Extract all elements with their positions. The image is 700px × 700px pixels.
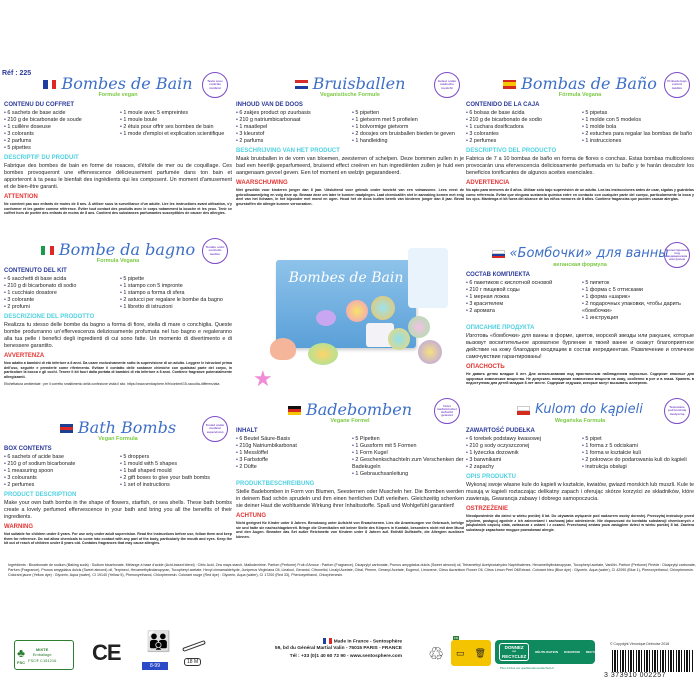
- warning-heading: WARNING: [4, 523, 33, 530]
- poland-flag-icon: [517, 406, 530, 415]
- list-item: • 1 cuchara dosificadora: [466, 124, 578, 131]
- list-item: • 1 instrucciones: [582, 138, 694, 145]
- warning-text: Не давать детям младше 8 лет. Для использования под пристальным наблюдением взрослых. Содержит опасные для здоровья химические вещества. Не допускать попадания химических веществ на кожу, особенно в рот и в глаза. Хранить в недоступном для детей младше 8 лет месте. Содержит отдушки, которые могут вызывать аллергию.: [466, 371, 694, 386]
- section-title-row: [4, 418, 232, 438]
- list-item: • 210 g of sodium bicarbonate: [4, 461, 116, 468]
- medical-test-badge: Протестировано под медицинским контролем: [664, 242, 690, 268]
- list-item: • 5 pipet: [582, 436, 694, 443]
- list-item: • 2 подарочных упаковки, чтобы дарить «бомбочки»: [582, 301, 694, 315]
- list-item: • 2 Geschenkschachteln zum Verschenken der Badekugeln: [352, 457, 464, 471]
- section-title-row: [466, 74, 694, 94]
- list-item: • 6 bolsas de base ácida: [466, 110, 578, 117]
- list-item: • 3 colorante: [4, 297, 116, 304]
- footer: [0, 600, 700, 700]
- list-item: • 1 molde con 5 modelos: [582, 117, 694, 124]
- section-title-row: [466, 244, 694, 264]
- list-item: • 210g Natriumbikarbonat: [236, 443, 348, 450]
- warning-heading: ОПАСНОСТЬ: [466, 363, 505, 370]
- list-item: • 2 estuches para regalar las bombas de baño: [582, 131, 694, 138]
- list-item: • 1 moule avec 5 empreintes: [120, 110, 232, 117]
- pao-label: 18 M: [184, 658, 201, 666]
- contact-info: Tél : +33 (0)1 40 60 72 90 - www.sentosphere.com: [289, 653, 402, 659]
- bin-icon: 🗑: [474, 647, 486, 658]
- warning-text: Not suitable for children under 8 years. For use only under adult supervision. Read the instructions before use, follow them and keep them for reference. Do not allow chemicals to come into contact with any part of the body, particularly the mouth and eyes. Keep the kit out of reach of children under 8 years old. Contains fragrances that may cause allergies.: [4, 531, 232, 546]
- section-polish: [466, 400, 694, 533]
- medical-test-badge: Tested under medical supervision: [202, 416, 228, 442]
- list-item: • 1 maatlepel: [236, 124, 348, 131]
- list-item: • 3 красителем: [466, 301, 578, 308]
- list-item: • 3 colorants: [4, 131, 116, 138]
- medical-test-badge: Testowane pod kontrolą medyczną: [664, 398, 690, 424]
- germany-flag-icon: [288, 406, 301, 415]
- barcode-icon: [612, 650, 694, 672]
- warning-heading: ATTENTION: [4, 193, 38, 200]
- warning-text: Nicht geeignet für Kinder unter 8 Jahren. Benutzung unter Aufsicht von Erwachsenen. Lies die Anweisungen vor Gebrauch, befolge sie und halte sie nachschlagebereit. Bringe die Chemikalien mit keiner Stelle des Körpers in Kontakt, besonders nicht mit dem Mund und den Augen. Bewahre das Set außer Reichweite von Kindern unter 8 Jahren auf. Enthält Duftstoffe, die Allergien auslösen können.: [236, 520, 464, 540]
- warning-heading: ACHTUNG: [236, 512, 266, 519]
- description-heading: PRODUCT DESCRIPTION: [4, 492, 77, 499]
- list-item: • 3 barwnikami: [466, 457, 578, 464]
- medical-test-badge: Unter medizinischer Aufsicht getestet: [434, 398, 460, 424]
- description-heading: DESCRIPTIF DU PRODUIT: [4, 155, 79, 162]
- reuse-step: RÉUTILISATION: [535, 650, 559, 654]
- section-title-row: [4, 240, 232, 260]
- list-item: • 1 molde bola: [582, 124, 694, 131]
- france-flag-icon: [323, 638, 332, 644]
- list-item: • 2 doosjes om bruisballen bieden te geven: [352, 131, 464, 138]
- list-item: • 3 kleurstof: [236, 131, 348, 138]
- list-item: • 1 set of instructions: [120, 482, 232, 489]
- recycling-step: RECYCLAGE: [585, 650, 605, 654]
- list-item: • 2 gift boxes to give your bath bombs: [120, 475, 232, 482]
- section-title: «Бомбочки» для ванны: [509, 245, 669, 261]
- list-item: • 6 пакетиков с кислотной основой: [466, 280, 578, 287]
- section-russian: [466, 244, 694, 386]
- contents-list: [466, 280, 694, 322]
- warning-heading: WAARSCHUWING: [236, 179, 288, 186]
- manufacturer-info: [262, 638, 402, 660]
- list-item: • 1 stampo a forma di sfera: [120, 290, 232, 297]
- list-item: • 1 bolvormige gietvorm: [352, 124, 464, 131]
- list-item: • 6 Beutel Säure-Basis: [236, 436, 348, 443]
- description-heading: PRODUKTBESCHREIBUNG: [236, 481, 315, 488]
- france-flag-icon: [43, 80, 56, 89]
- formula-subtitle: веганская формула: [553, 262, 607, 268]
- formula-subtitle: Vegan Formula: [98, 436, 138, 442]
- list-item: • 1 Form Kugel: [352, 450, 464, 457]
- section-title: Bombe da bagno: [58, 239, 196, 259]
- list-item: • 6 torebek podstawy kwasowej: [466, 436, 578, 443]
- spain-flag-icon: [503, 80, 516, 89]
- netherlands-flag-icon: [295, 80, 308, 89]
- fsc-packaging: Emballage: [32, 652, 52, 658]
- list-item: • 2 étuis pour offrir ses bombes de bain: [120, 124, 232, 131]
- list-item: • 1 mode d'emploi et explication scientifique: [120, 131, 232, 138]
- list-item: • 1 measuring spoon: [4, 468, 116, 475]
- list-item: • 1 cucchiaio dosatore: [4, 290, 116, 297]
- list-item: • 1 forma w kształcie kuli: [582, 450, 694, 457]
- formula-subtitle: Wegańska Formuła: [554, 418, 606, 424]
- description-text: Realizza tu stesso delle bombe da bagno a forma di fiore, stella di mare o conchiglia. Queste bombe produrranno un'effervescenza deliziosamente profumata nel tuo bagno e regaleranno alla tua pelle i benefici degli ingredienti di cui sono fatte. Un momento di divertimento e di benessere garantito.: [4, 321, 232, 349]
- list-item: • 2 Düfte: [236, 464, 348, 471]
- triman-icon: ♲: [428, 644, 445, 664]
- section-title-row: [236, 400, 464, 420]
- section-french: [4, 74, 232, 216]
- description-heading: DESCRIZIONE DEL PRODOTTO: [4, 314, 95, 321]
- list-item: • 1 ball shaped mould: [120, 468, 232, 475]
- list-item: • 1 инструкция: [582, 315, 694, 322]
- contents-heading: CONTENUTO DEL KIT: [4, 268, 67, 275]
- triman-fr-sorting-icon: [451, 636, 491, 666]
- list-item: • 5 droppers: [120, 454, 232, 461]
- medical-test-badge: Testato sotto controllo medico: [202, 238, 228, 264]
- description-text: Fabrica de 7 a 10 bombas de baño en forma de flores o conchas. Estas bombas multicolores provocarán una efervescencia deliciosamente perfumada en tu baño y te harán descubrir los beneficios tonificantes de algunos aceites esenciales.: [466, 155, 694, 176]
- donation-step: DONATION: [564, 650, 580, 654]
- fsc-logo: [14, 640, 74, 670]
- section-title: Badebomben: [305, 399, 413, 419]
- contents-list: [236, 436, 464, 478]
- list-item: • 3 colorantes: [466, 131, 578, 138]
- address: 59, bd du Général Martial Valin - 75015 PARIS - FRANCE: [274, 646, 402, 652]
- description-text: Изготовь «бомбочки» для ванны в форме, цветов, морской звезды или ракушек, которые вызовут восхитительное ароматное бурление в твоей ванне и окажут благоприятное действие на кожу благодаря входящим в состав ингредиентам. Развлечение и отличное самочувствие гарантированы!: [466, 332, 694, 360]
- warning-heading: OSTRZEŻENIE: [466, 505, 509, 512]
- list-item: • 3 colourants: [4, 475, 116, 482]
- contents-list: [466, 436, 694, 471]
- list-item: • 210 g de bicarbonato de sodio: [466, 117, 578, 124]
- description-text: Stelle Badebomben in Form von Blumen, Seesternen oder Muscheln her. Die Bomben werden in deinem Bad schön sprudeln und ihm einen herrlichen Duft verleihen. Gleichzeitig schenken sie deiner Haut die wohltuende Wirkung ihrer Inhaltsstoffe. Spaß und Wohlgefühl garantiert!: [236, 488, 464, 509]
- contents-list: [4, 110, 232, 152]
- list-item: • 210 g de bicarbonate de soude: [4, 117, 116, 124]
- description-text: Maak bruisballen in de vorm van bloemen, zeesterren of schelpen. Deze bommen zullen in je bad een heerlijk geparfumeerd, bruisend effect creëren en hun ingrediënten zullen je huid een aangenaam gevoel geven. Een tof moment en welzijn gegarandeerd.: [236, 155, 464, 176]
- contents-heading: BOX CONTENTS: [4, 446, 52, 453]
- list-item: • 210 g sody oczyszczonej: [466, 443, 578, 450]
- fsc-label: FSC: [17, 659, 25, 665]
- section-title: Bombes de Bain: [61, 73, 193, 93]
- italy-flag-icon: [41, 246, 54, 255]
- description-heading: OPIS PRODUKTU: [466, 474, 517, 481]
- formula-subtitle: Fórmula Vegana: [558, 92, 602, 98]
- environmental-labeling-note: Etichettatura ambientale : per il corretto smaltimento della confezione visita il sito: https://www.sentosphere.fr/fr/content/15-raccolta-differenziata: [4, 382, 220, 387]
- list-item: • 210 g di bicarbonato di sodio: [4, 283, 116, 290]
- section-title: Bombas de Baño: [521, 73, 657, 93]
- contents-list: [4, 454, 232, 489]
- list-item: • 1 Gussform mit 5 Formen: [352, 443, 464, 450]
- list-item: • 2 parfums: [4, 138, 116, 145]
- donate-recycle-banner: [495, 640, 605, 664]
- section-dutch: [236, 74, 464, 207]
- list-item: • 1 moule boule: [120, 117, 232, 124]
- copyright: © Copyright Véronique Debroise 2018: [610, 642, 670, 646]
- list-item: • 210 г пищевой соды: [466, 287, 578, 294]
- section-title: Kulom do kąpieli: [535, 401, 643, 417]
- medical-test-badge: Testé sous contrôle médical: [202, 72, 228, 98]
- ingredients-list: Ingrédients : Bicarbonate de sodium (Baking soda) : Sodium bicarbonate. Mélange à base d'acide (Acid-based blend) : Citric Acid, Zea mays starch, Maltodextrine. Parfum (Perfume) Fruit d'Amour : Parfum (Fragrance), Dicaprylyl carbonate, Prunus amygdalus dulcis (Sweet almond) oil, Tetramethyl Acetyloctahydro Naphthalenes, Hexamethylindanopyran, Tocopheryl acetate, Vanillin. Parfum (Perfume) Pinède : Dicaprylyl carbonate, Parfum (Fragrance), Prunus amygdalus dulcis (Sweet almond) oil, Terpineol, Hexamethylindanopyran, Tocopheryl acetate, Hexyl cinnamaldehyde, Juniperus Virginiana Oil, Linalool, Geraniol, Citronellol, Linalyl Acetate, Citral, Pinene, Geranyl Acetate, Eugenol, Limonene, Citrus Aurantium Flower Oil, Citrus Limon Peel Oil/Extract. Colorant bleu (Blue dye) : Glycerin, Aqua (water), CI 42090 (Blue 1), Phenoxyethanol, Chlorphenesin. Colorant jaune (Yellow dye) : Glycerin, Aqua (water), CI 19140 (Yellow 5), Phenoxyethanol, Chlorphenesin. Colorant rouge (Red dye) : Glycerin, Aqua (water), CI 17200 (Red 33), Phenoxyethanol, Chlorphenesin.: [8, 563, 696, 578]
- list-item: • 5 pipetas: [582, 110, 694, 117]
- list-item: • 5 pipette: [120, 276, 232, 283]
- section-german: [236, 400, 464, 540]
- list-item: • 2 parfums: [236, 138, 348, 145]
- list-item: • 6 sachets de base acide: [4, 110, 116, 117]
- list-item: • 2 astucci per regalare le bombe da bagno: [120, 297, 232, 304]
- ce-mark-icon: CE: [92, 640, 121, 665]
- list-item: • 5 пипеток: [582, 280, 694, 287]
- fr-label: FR: [454, 636, 458, 640]
- contents-heading: CONTENIDO DE LA CAJA: [466, 102, 540, 109]
- list-item: • 1 stampo con 5 impronte: [120, 283, 232, 290]
- contents-heading: INHOUD VAN DE DOOS: [236, 102, 303, 109]
- made-in-label: Made in France - Sentosphère: [333, 639, 402, 645]
- list-item: • 2 profumi: [4, 304, 116, 311]
- list-item: • instrukcja obsługi: [582, 464, 694, 471]
- list-item: • 2 perfumes: [4, 482, 116, 489]
- formula-subtitle: Formule vegan: [98, 92, 138, 98]
- list-item: • 1 forma z 5 odciskami: [582, 443, 694, 450]
- list-item: • 210 g natriumbicarbonaat: [236, 117, 348, 124]
- warning-text: Ne convient pas aux enfants de moins de 8 ans. À utiliser sous la surveillance d'un adulte. Lire les instructions avant utilisation, s'y conformer et les garder comme référence. Éviter tout contact des produits avec le corps notamment la bouche et les yeux. Tenir ce coffret hors de portée des enfants de moins de 8 ans. Contient des substances parfumantes susceptibles de causer des allergies.: [4, 201, 232, 216]
- contents-heading: СОСТАВ КОМПЛЕКТА: [466, 272, 530, 279]
- warning-heading: AVVERTENZA: [4, 352, 45, 359]
- description-heading: DESCRIPTIVO DEL PRODUCTO: [466, 148, 557, 155]
- age-range-icon: 👪 8-99: [142, 632, 168, 670]
- medical-test-badge: Probado bajo control médico: [664, 72, 690, 98]
- period-after-opening-icon: [180, 644, 210, 666]
- section-title: Bruisballen: [312, 73, 406, 93]
- section-spanish: [466, 74, 694, 202]
- list-item: • 6 sachets of acide base: [4, 454, 116, 461]
- list-item: • 2 zapachy: [466, 464, 578, 471]
- list-item: • 1 форма с 5 оттисками: [582, 287, 694, 294]
- donate-recycle-label: DONNEZ ou RECYCLEZ: [499, 643, 529, 661]
- list-item: • 1 mould with 5 shapes: [120, 461, 232, 468]
- list-item: • 1 Gebrauchsanleitung: [352, 471, 464, 478]
- list-item: • 5 pipetten: [352, 110, 464, 117]
- age-range-label: 8-99: [142, 662, 168, 670]
- list-item: • 1 handleiding: [352, 138, 464, 145]
- list-item: • 1 łyżeczka dozownik: [466, 450, 578, 457]
- description-text: Wykonaj swoje własne kule do kąpieli w kształcie, kwiatów, gwiazd morskich lub muszli. Kule te musują w kąpieli roztaczając delikatny zapach i oferując skórze korzyści ze składników, które zawierają. Gwarancja zabawy i dobrego samopoczucia.: [466, 481, 694, 502]
- warning-text: Nieodpowiednie dla dzieci w wieku poniżej 8 lat. Do używania wyłącznie pod nadzorem osoby dorosłej. Przeczytaj instrukcje przed użyciem, postępuj zgodnie z ich zaleceniami i zachowaj jako odniesienie. Nie dopuszczać do kontaktu substancji chemicznych z jakąkolwiek częścią ciała, zwłaszcza z ustami i z oczami. Przechowuj zestaw poza zasięgiem dzieci w wieku poniżej 8 lat. Zawiera substancje zapachowe mogące powodować alergie.: [466, 513, 694, 533]
- description-text: Fabrique des bombes de bain en forme de rosaces, d'étoile de mer ou de coquillage. Ces bombes provoqueront une effervescence délicieusement parfumée dans ton bain et apporteront à ta peau le bienfait des ingrédients qui les composent. Un moment d'amusement et de bien-être garanti.: [4, 162, 232, 190]
- formula-subtitle: Vegane Formel: [330, 418, 370, 424]
- product-photo: Bombes de Bain ★: [248, 228, 453, 388]
- list-item: • 1 gietvorm met 5 profielen: [352, 117, 464, 124]
- uk-flag-icon: [60, 424, 73, 433]
- russia-flag-icon: [492, 250, 505, 259]
- list-item: • 6 zakjes product op zuurbasis: [236, 110, 348, 117]
- recycle-info-note: Plus d'infos sur quefairedemesdechets.fr: [500, 666, 555, 670]
- formula-subtitle: Veganistische Formule: [320, 92, 380, 98]
- contents-list: [236, 110, 464, 145]
- list-item: • 1 мерная ложка: [466, 294, 578, 301]
- packaging-icon: ▭: [456, 647, 465, 658]
- description-text: Make your own bath bombs in the shape of flowers, starfish, or sea shells. These bath bombs create a lovely perfumed effervescence in your bath and bring you all the benefits of their ingredients.: [4, 499, 232, 520]
- list-item: • 3 Farbstoffe: [236, 457, 348, 464]
- list-item: • 5 pipettes: [4, 145, 116, 152]
- section-italian: [4, 240, 232, 386]
- list-item: • 2 perfumes: [466, 138, 578, 145]
- fsc-mixte: MIXTE: [36, 646, 49, 652]
- section-title-row: [466, 400, 694, 420]
- section-english: [4, 418, 232, 546]
- contents-list: [4, 276, 232, 311]
- warning-text: Niet geschikt voor kinderen jonger dan 8 jaar. Uitsluitend voor gebruik onder toezicht van een volwassene. Lees eerst de gebruiksaanwijzing en volg deze op. Bewaar deze om later te kunnen raadplegen. Laat chemicaliën niet in aanraking komen met enig deel van het lichaam, in het bijzonder met mond en ogen. Houd het de doos buiten bereik van kinderen jonger dan 8 jaar. Bevat geurstoffen die allergie kunnen veroorzaken.: [236, 187, 464, 207]
- list-item: • 1 libretto di istruzioni: [120, 304, 232, 311]
- list-item: • 2 pokrowce do podarowania kuli do kąpieli: [582, 457, 694, 464]
- formula-subtitle: Formula Vegana: [96, 258, 140, 264]
- barcode-number: 3 373910 002257: [604, 672, 666, 679]
- description-heading: ОПИСАНИЕ ПРОДУКТА: [466, 325, 535, 332]
- list-item: • 2 аромата: [466, 308, 578, 315]
- fsc-code: FSC® C151216: [28, 657, 57, 663]
- product-box-title: Bombes de Bain: [288, 270, 404, 286]
- list-item: • 1 форма «шарик»: [582, 294, 694, 301]
- list-item: • 5 Pipetten: [352, 436, 464, 443]
- warning-text: No apto para menores de 8 años. Utilizar sólo bajo supervisión de un adulto. Lea las instrucciones antes de usar, sígalas y guárdelas como referencia. Evitar que ninguna sustancia química entre en contacto con cualquier parte del cuerpo, particularmente la boca y los ojos. Mantenga el kit fuera del alcance de los niños menores de 8 años. Contiene fragancias que pueden causar alergias.: [466, 187, 694, 202]
- section-title-row: [236, 74, 464, 94]
- warning-text: Non adatto a bambini di età inferiore a 8 anni. Da usare esclusivamente sotto la supervisione di un adulto. Leggere le istruzioni prima dell'uso, seguirle e prenderle come riferimento. Evitare il contatto delle sostanze chimiche con qualsiasi parte del corpo, in particolare la bocca e gli occhi. Tenere il kit fuori dalla portata di bambini di età inferiore a 8 anni. Contiene fragranze potenzialmente allergizzanti.: [4, 360, 232, 380]
- list-item: • 1 Messlöffel: [236, 450, 348, 457]
- contents-heading: ZAWARTOŚĆ PUDEŁKA: [466, 428, 535, 435]
- section-title: Bath Bombs: [77, 417, 177, 437]
- description-heading: BESCHRIJVING VAN HET PRODUCT: [236, 148, 340, 155]
- list-item: • 1 cuillère doseuse: [4, 124, 116, 131]
- warning-heading: ADVERTENCIA: [466, 179, 510, 186]
- reference-number: Réf : 225: [2, 70, 32, 77]
- contents-heading: INHALT: [236, 428, 258, 435]
- list-item: • 6 sacchetti di base acida: [4, 276, 116, 283]
- tree-icon: ♣: [17, 645, 25, 660]
- contents-heading: CONTENU DU COFFRET: [4, 102, 74, 109]
- contents-list: [466, 110, 694, 145]
- medical-test-badge: Getest onder medische toezicht: [434, 72, 460, 98]
- section-title-row: [4, 74, 232, 94]
